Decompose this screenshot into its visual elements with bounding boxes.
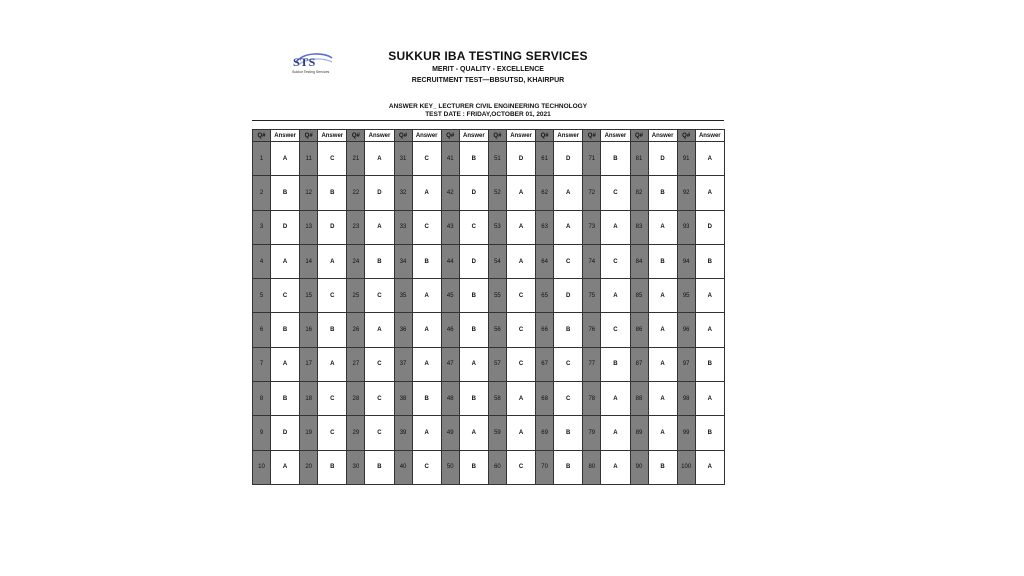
answer-cell: D bbox=[506, 142, 535, 176]
question-number: 24 bbox=[347, 244, 365, 278]
answer-cell: A bbox=[506, 176, 535, 210]
answer-cell: D bbox=[554, 142, 583, 176]
question-number: 19 bbox=[300, 416, 318, 450]
question-number: 6 bbox=[253, 313, 271, 347]
question-number: 70 bbox=[536, 450, 554, 484]
question-number: 31 bbox=[394, 142, 412, 176]
answer-cell: B bbox=[412, 244, 441, 278]
question-number: 8 bbox=[253, 382, 271, 416]
answer-cell: A bbox=[459, 416, 488, 450]
question-number: 26 bbox=[347, 313, 365, 347]
answer-cell: A bbox=[695, 142, 724, 176]
answer-cell: B bbox=[365, 244, 394, 278]
question-number: 33 bbox=[394, 210, 412, 244]
answer-cell: B bbox=[695, 244, 724, 278]
answer-cell: D bbox=[318, 210, 347, 244]
question-number: 72 bbox=[583, 176, 601, 210]
table-row bbox=[253, 347, 725, 381]
answer-cell: B bbox=[318, 176, 347, 210]
answer-cell: C bbox=[554, 382, 583, 416]
test-date: TEST DATE : FRIDAY,OCTOBER 01, 2021 bbox=[425, 111, 551, 118]
question-number: 98 bbox=[677, 382, 695, 416]
answer-key-title: ANSWER KEY_ LECTURER CIVIL ENGINEERING TECHNOLOGY bbox=[388, 103, 588, 110]
question-number: 76 bbox=[583, 313, 601, 347]
question-number: 100 bbox=[677, 450, 695, 484]
answer-cell: A bbox=[365, 210, 394, 244]
question-number: 66 bbox=[536, 313, 554, 347]
question-number: 9 bbox=[253, 416, 271, 450]
answer-cell: B bbox=[318, 313, 347, 347]
answer-cell: A bbox=[695, 382, 724, 416]
answer-cell: A bbox=[648, 382, 677, 416]
question-number: 17 bbox=[300, 347, 318, 381]
question-number: 2 bbox=[253, 176, 271, 210]
answer-cell: A bbox=[365, 313, 394, 347]
question-number: 84 bbox=[630, 244, 648, 278]
answer-cell: A bbox=[412, 313, 441, 347]
question-number: 75 bbox=[583, 279, 601, 313]
question-number: 5 bbox=[253, 279, 271, 313]
question-number-header: Q# bbox=[300, 130, 318, 142]
answer-cell: A bbox=[459, 347, 488, 381]
question-number: 90 bbox=[630, 450, 648, 484]
question-number: 16 bbox=[300, 313, 318, 347]
question-number: 64 bbox=[536, 244, 554, 278]
question-number: 51 bbox=[488, 142, 506, 176]
answer-cell: A bbox=[601, 210, 630, 244]
answer-cell: A bbox=[412, 279, 441, 313]
answer-cell: A bbox=[412, 416, 441, 450]
answer-cell: B bbox=[459, 450, 488, 484]
answer-cell: C bbox=[412, 450, 441, 484]
answer-header: Answer bbox=[365, 130, 394, 142]
answer-cell: B bbox=[648, 244, 677, 278]
question-number: 13 bbox=[300, 210, 318, 244]
answer-cell: C bbox=[318, 279, 347, 313]
answer-cell: B bbox=[459, 142, 488, 176]
question-number: 80 bbox=[583, 450, 601, 484]
answer-cell: B bbox=[601, 347, 630, 381]
answer-header: Answer bbox=[459, 130, 488, 142]
answer-cell: B bbox=[271, 313, 300, 347]
motto: MERIT - QUALITY - EXCELLENCE bbox=[432, 66, 544, 73]
answer-cell: C bbox=[554, 347, 583, 381]
question-number: 60 bbox=[488, 450, 506, 484]
answer-header: Answer bbox=[648, 130, 677, 142]
answer-cell: C bbox=[601, 244, 630, 278]
question-number: 53 bbox=[488, 210, 506, 244]
question-number: 89 bbox=[630, 416, 648, 450]
question-number: 21 bbox=[347, 142, 365, 176]
answer-cell: A bbox=[506, 382, 535, 416]
answer-cell: B bbox=[459, 313, 488, 347]
answer-cell: C bbox=[412, 210, 441, 244]
question-number: 7 bbox=[253, 347, 271, 381]
question-number: 49 bbox=[441, 416, 459, 450]
question-number: 88 bbox=[630, 382, 648, 416]
question-number: 39 bbox=[394, 416, 412, 450]
answer-cell: C bbox=[271, 279, 300, 313]
answer-cell: C bbox=[601, 176, 630, 210]
answer-cell: B bbox=[554, 313, 583, 347]
answer-cell: C bbox=[554, 244, 583, 278]
table-row bbox=[253, 176, 725, 210]
table-row bbox=[253, 313, 725, 347]
answer-cell: B bbox=[365, 450, 394, 484]
answer-cell: C bbox=[506, 313, 535, 347]
answer-cell: B bbox=[554, 450, 583, 484]
question-number: 82 bbox=[630, 176, 648, 210]
question-number: 43 bbox=[441, 210, 459, 244]
question-number: 25 bbox=[347, 279, 365, 313]
answer-cell: A bbox=[271, 244, 300, 278]
answer-cell: C bbox=[365, 382, 394, 416]
answer-cell: C bbox=[365, 416, 394, 450]
question-number-header: Q# bbox=[253, 130, 271, 142]
answer-cell: B bbox=[459, 279, 488, 313]
question-number: 15 bbox=[300, 279, 318, 313]
question-number: 58 bbox=[488, 382, 506, 416]
question-number: 47 bbox=[441, 347, 459, 381]
answer-cell: C bbox=[506, 279, 535, 313]
question-number: 14 bbox=[300, 244, 318, 278]
answer-cell: A bbox=[695, 176, 724, 210]
table-row bbox=[253, 450, 725, 484]
question-number-header: Q# bbox=[488, 130, 506, 142]
question-number: 65 bbox=[536, 279, 554, 313]
answer-header: Answer bbox=[412, 130, 441, 142]
answer-cell: A bbox=[695, 450, 724, 484]
question-number: 77 bbox=[583, 347, 601, 381]
question-number: 41 bbox=[441, 142, 459, 176]
answer-cell: B bbox=[601, 142, 630, 176]
answer-cell: A bbox=[695, 313, 724, 347]
table-row bbox=[253, 416, 725, 450]
answer-cell: C bbox=[601, 313, 630, 347]
answer-header: Answer bbox=[271, 130, 300, 142]
question-number-header: Q# bbox=[441, 130, 459, 142]
answer-cell: B bbox=[271, 176, 300, 210]
answer-cell: B bbox=[695, 416, 724, 450]
answer-cell: A bbox=[601, 382, 630, 416]
question-number: 52 bbox=[488, 176, 506, 210]
question-number-header: Q# bbox=[536, 130, 554, 142]
answer-cell: A bbox=[271, 450, 300, 484]
answer-cell: A bbox=[271, 347, 300, 381]
answer-cell: D bbox=[365, 176, 394, 210]
table-row bbox=[253, 382, 725, 416]
answer-cell: A bbox=[506, 244, 535, 278]
question-number: 79 bbox=[583, 416, 601, 450]
question-number: 91 bbox=[677, 142, 695, 176]
answer-cell: C bbox=[365, 347, 394, 381]
answer-cell: B bbox=[271, 382, 300, 416]
question-number: 94 bbox=[677, 244, 695, 278]
question-number-header: Q# bbox=[677, 130, 695, 142]
question-number: 45 bbox=[441, 279, 459, 313]
table-header-row bbox=[253, 130, 725, 142]
question-number: 57 bbox=[488, 347, 506, 381]
answer-cell: A bbox=[554, 176, 583, 210]
recruitment-line: RECRUITMENT TEST—BBSUTSD, KHAIRPUR bbox=[411, 77, 565, 84]
question-number: 62 bbox=[536, 176, 554, 210]
question-number: 59 bbox=[488, 416, 506, 450]
question-number: 36 bbox=[394, 313, 412, 347]
answer-header: Answer bbox=[506, 130, 535, 142]
question-number: 35 bbox=[394, 279, 412, 313]
answer-cell: B bbox=[648, 176, 677, 210]
question-number: 97 bbox=[677, 347, 695, 381]
question-number: 85 bbox=[630, 279, 648, 313]
answer-cell: A bbox=[318, 244, 347, 278]
question-number: 34 bbox=[394, 244, 412, 278]
table-row bbox=[253, 210, 725, 244]
answer-cell: A bbox=[601, 450, 630, 484]
question-number-header: Q# bbox=[583, 130, 601, 142]
question-number: 23 bbox=[347, 210, 365, 244]
answer-cell: A bbox=[271, 142, 300, 176]
question-number: 69 bbox=[536, 416, 554, 450]
answer-cell: A bbox=[412, 347, 441, 381]
answer-cell: D bbox=[459, 176, 488, 210]
question-number: 83 bbox=[630, 210, 648, 244]
question-number-header: Q# bbox=[394, 130, 412, 142]
question-number: 50 bbox=[441, 450, 459, 484]
question-number: 67 bbox=[536, 347, 554, 381]
question-number: 44 bbox=[441, 244, 459, 278]
logo-mark: STS bbox=[293, 55, 316, 69]
answer-cell: D bbox=[554, 279, 583, 313]
answer-cell: B bbox=[318, 450, 347, 484]
question-number: 46 bbox=[441, 313, 459, 347]
answer-cell: A bbox=[648, 210, 677, 244]
answer-cell: B bbox=[648, 450, 677, 484]
question-number: 95 bbox=[677, 279, 695, 313]
answer-cell: B bbox=[459, 382, 488, 416]
answer-key-table bbox=[252, 129, 725, 485]
answer-cell: A bbox=[506, 416, 535, 450]
answer-cell: D bbox=[271, 416, 300, 450]
question-number: 32 bbox=[394, 176, 412, 210]
answer-cell: A bbox=[601, 279, 630, 313]
question-number: 38 bbox=[394, 382, 412, 416]
question-number: 18 bbox=[300, 382, 318, 416]
answer-cell: C bbox=[506, 450, 535, 484]
question-number: 61 bbox=[536, 142, 554, 176]
answer-cell: B bbox=[695, 347, 724, 381]
question-number: 42 bbox=[441, 176, 459, 210]
question-number: 56 bbox=[488, 313, 506, 347]
question-number: 22 bbox=[347, 176, 365, 210]
answer-cell: A bbox=[412, 176, 441, 210]
answer-cell: C bbox=[459, 210, 488, 244]
answer-header: Answer bbox=[695, 130, 724, 142]
answer-cell: B bbox=[412, 382, 441, 416]
question-number: 1 bbox=[253, 142, 271, 176]
question-number-header: Q# bbox=[347, 130, 365, 142]
answer-cell: D bbox=[648, 142, 677, 176]
question-number: 71 bbox=[583, 142, 601, 176]
table-row bbox=[253, 244, 725, 278]
question-number: 40 bbox=[394, 450, 412, 484]
question-number: 12 bbox=[300, 176, 318, 210]
answer-cell: C bbox=[318, 382, 347, 416]
title-divider bbox=[252, 120, 724, 121]
question-number: 99 bbox=[677, 416, 695, 450]
question-number: 78 bbox=[583, 382, 601, 416]
question-number: 37 bbox=[394, 347, 412, 381]
answer-cell: A bbox=[554, 210, 583, 244]
question-number: 3 bbox=[253, 210, 271, 244]
answer-cell: D bbox=[459, 244, 488, 278]
question-number: 68 bbox=[536, 382, 554, 416]
question-number: 74 bbox=[583, 244, 601, 278]
question-number: 81 bbox=[630, 142, 648, 176]
answer-cell: A bbox=[318, 347, 347, 381]
answer-cell: A bbox=[695, 279, 724, 313]
answer-header: Answer bbox=[601, 130, 630, 142]
question-number: 92 bbox=[677, 176, 695, 210]
answer-cell: A bbox=[648, 347, 677, 381]
question-number-header: Q# bbox=[630, 130, 648, 142]
question-number: 10 bbox=[253, 450, 271, 484]
question-number: 55 bbox=[488, 279, 506, 313]
answer-cell: A bbox=[506, 210, 535, 244]
question-number: 27 bbox=[347, 347, 365, 381]
question-number: 4 bbox=[253, 244, 271, 278]
answer-cell: A bbox=[648, 416, 677, 450]
question-number: 63 bbox=[536, 210, 554, 244]
answer-header: Answer bbox=[554, 130, 583, 142]
answer-header: Answer bbox=[318, 130, 347, 142]
question-number: 54 bbox=[488, 244, 506, 278]
org-title: SUKKUR IBA TESTING SERVICES bbox=[388, 49, 588, 63]
table-row bbox=[253, 142, 725, 176]
answer-cell: A bbox=[648, 313, 677, 347]
table-row bbox=[253, 279, 725, 313]
answer-cell: A bbox=[601, 416, 630, 450]
question-number: 48 bbox=[441, 382, 459, 416]
question-number: 73 bbox=[583, 210, 601, 244]
logo-caption: Sukkur Testing Services bbox=[292, 70, 330, 74]
question-number: 96 bbox=[677, 313, 695, 347]
question-number: 11 bbox=[300, 142, 318, 176]
question-number: 28 bbox=[347, 382, 365, 416]
answer-cell: A bbox=[365, 142, 394, 176]
question-number: 86 bbox=[630, 313, 648, 347]
answer-cell: C bbox=[318, 142, 347, 176]
question-number: 30 bbox=[347, 450, 365, 484]
answer-cell: D bbox=[271, 210, 300, 244]
question-number: 20 bbox=[300, 450, 318, 484]
answer-cell: A bbox=[648, 279, 677, 313]
answer-cell: C bbox=[506, 347, 535, 381]
answer-cell: C bbox=[365, 279, 394, 313]
answer-cell: B bbox=[554, 416, 583, 450]
question-number: 87 bbox=[630, 347, 648, 381]
answer-cell: C bbox=[318, 416, 347, 450]
question-number: 93 bbox=[677, 210, 695, 244]
answer-cell: D bbox=[695, 210, 724, 244]
question-number: 29 bbox=[347, 416, 365, 450]
answer-cell: C bbox=[412, 142, 441, 176]
